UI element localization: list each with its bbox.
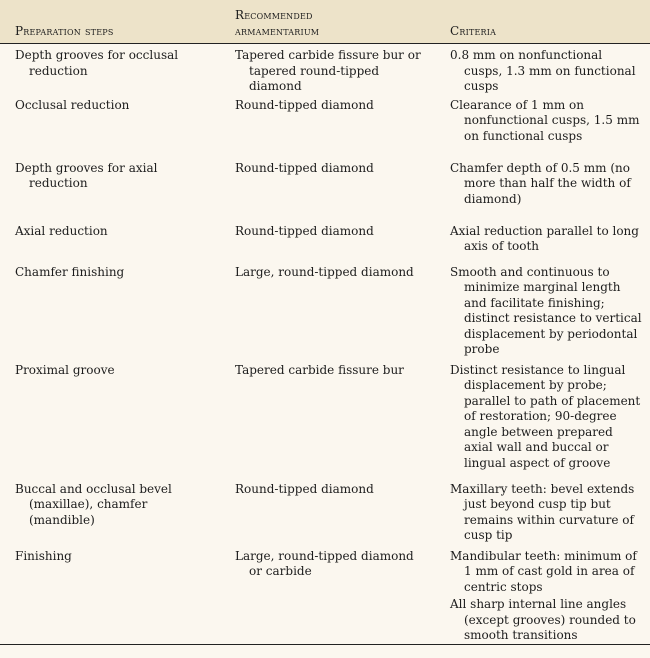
step-cell: Proximal groove bbox=[15, 362, 115, 377]
header-criteria: Criteria bbox=[450, 23, 497, 38]
table-row bbox=[0, 44, 650, 95]
criteria-cell: Chamfer depth of 0.5 mm (no more than half the width of diamond) bbox=[450, 160, 631, 206]
criteria-cell: Maxillary teeth: bevel extends just beyond cusp tip but remains within curvature of cusp tip bbox=[450, 481, 635, 542]
step-cell: Finishing bbox=[15, 548, 72, 563]
table-row bbox=[0, 260, 650, 358]
criteria-cell: Distinct resistance to lingual displacement by probe; parallel to path of placement of restoration; 90-degree angle between prepared axial wall and buccal or lingual aspect of groove bbox=[450, 362, 641, 470]
armamentarium-cell: Tapered carbide fissure bur bbox=[235, 362, 404, 377]
header-armamentarium: Recommended armamentarium bbox=[235, 8, 320, 38]
step-cell: Depth grooves for occlusal reduction bbox=[15, 48, 179, 78]
table-row bbox=[0, 477, 650, 544]
table-row bbox=[0, 156, 650, 219]
criteria-cell: Mandibular teeth: minimum of 1 mm of cast gold in area of centric stops All sharp internal line angles (except grooves) rounded to smooth transitions bbox=[450, 548, 637, 642]
table-row bbox=[0, 544, 650, 645]
armamentarium-cell: Round-tipped diamond bbox=[235, 160, 374, 175]
armamentarium-cell: Large, round-tipped diamond bbox=[235, 264, 414, 279]
step-cell: Buccal and occlusal bevel (maxillae), chamfer (mandible) bbox=[15, 481, 172, 527]
criteria-cell: Axial reduction parallel to long axis of tooth bbox=[450, 223, 639, 253]
armamentarium-cell: Tapered carbide fissure bur or tapered round-tipped diamond bbox=[235, 48, 421, 93]
criteria-cell: Clearance of 1 mm on nonfunctional cusps, 1.5 mm on functional cusps bbox=[450, 97, 640, 143]
armamentarium-cell: Round-tipped diamond bbox=[235, 481, 374, 496]
criteria-cell: Smooth and continuous to minimize marginal length and facilitate finishing; distinct resistance to vertical displacement by periodontal probe bbox=[450, 264, 642, 356]
header-preparation-steps: Preparation steps bbox=[15, 23, 114, 38]
step-cell: Depth grooves for axial reduction bbox=[15, 160, 158, 190]
table-row bbox=[0, 219, 650, 260]
armamentarium-cell: Large, round-tipped diamond or carbide bbox=[235, 548, 414, 578]
armamentarium-cell: Round-tipped diamond bbox=[235, 223, 374, 238]
armamentarium-cell: Round-tipped diamond bbox=[235, 97, 374, 112]
table-row bbox=[0, 358, 650, 477]
header-row bbox=[0, 0, 650, 44]
criteria-cell: 0.8 mm on nonfunctional cusps, 1.3 mm on functional cusps bbox=[450, 48, 636, 93]
step-cell: Axial reduction bbox=[15, 223, 108, 238]
table-row bbox=[0, 95, 650, 156]
step-cell: Occlusal reduction bbox=[15, 97, 130, 112]
step-cell: Chamfer finishing bbox=[15, 264, 125, 279]
